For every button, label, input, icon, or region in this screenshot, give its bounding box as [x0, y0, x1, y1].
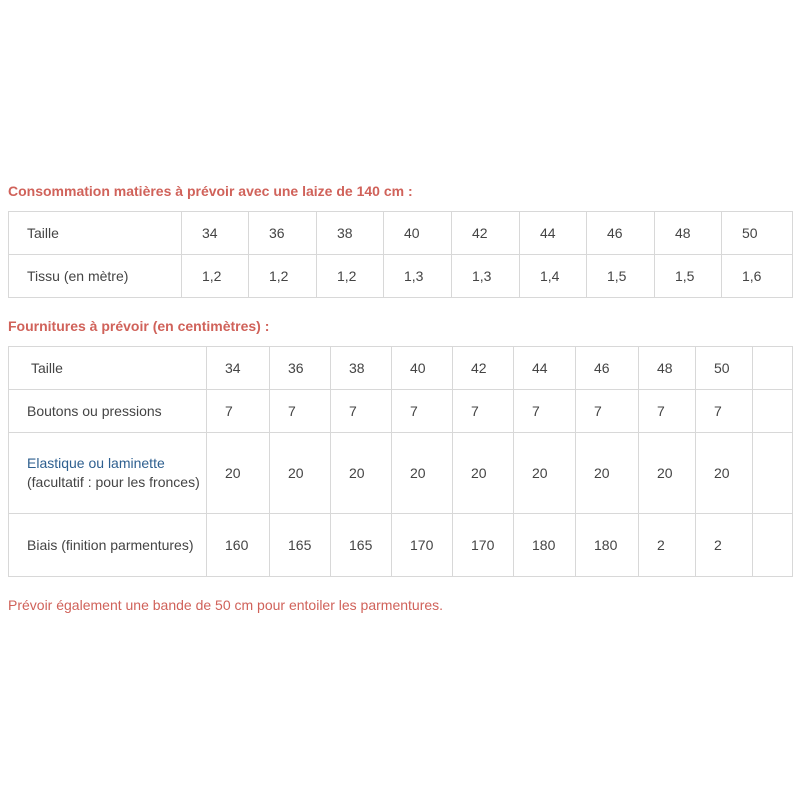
value-cell: 1,6 — [722, 255, 793, 298]
value-cell: 20 — [514, 433, 576, 514]
value-cell: 1,5 — [655, 255, 722, 298]
value-cell: 1,4 — [520, 255, 587, 298]
size-cell: 34 — [207, 347, 270, 390]
value-cell: 7 — [392, 390, 453, 433]
row-label-line: Elastique ou laminette — [27, 455, 165, 471]
size-cell: 36 — [249, 212, 317, 255]
value-cell: 1,2 — [317, 255, 384, 298]
empty-cell — [753, 433, 793, 514]
size-cell: 36 — [270, 347, 331, 390]
interfacing-note: Prévoir également une bande de 50 cm pour entoiler les parmentures. — [8, 597, 444, 613]
empty-cell — [753, 390, 793, 433]
value-cell: 1,2 — [249, 255, 317, 298]
table-row — [9, 255, 793, 298]
size-cell: 42 — [453, 347, 514, 390]
value-cell: 7 — [270, 390, 331, 433]
value-cell: 1,3 — [452, 255, 520, 298]
supplies-heading: Fournitures à prévoir (en centimètres) : — [8, 318, 270, 334]
table-row — [9, 212, 793, 255]
size-header-label: Taille — [9, 212, 182, 255]
value-cell: 7 — [576, 390, 639, 433]
value-cell: 20 — [392, 433, 453, 514]
value-cell: 20 — [331, 433, 392, 514]
value-cell: 170 — [392, 514, 453, 577]
row-label: Boutons ou pressions — [9, 390, 207, 433]
size-cell: 38 — [331, 347, 392, 390]
size-cell: 50 — [722, 212, 793, 255]
value-cell: 7 — [207, 390, 270, 433]
value-cell: 7 — [453, 390, 514, 433]
fabric-consumption-table — [8, 211, 793, 298]
value-cell: 180 — [576, 514, 639, 577]
value-cell: 180 — [514, 514, 576, 577]
value-cell: 20 — [576, 433, 639, 514]
value-cell: 7 — [696, 390, 753, 433]
value-cell: 20 — [639, 433, 696, 514]
value-cell: 1,3 — [384, 255, 452, 298]
table-row — [9, 347, 793, 390]
empty-cell — [753, 347, 793, 390]
row-label-rest: (facultatif : pour les fronces) — [27, 474, 200, 490]
value-cell: 7 — [331, 390, 392, 433]
size-cell: 48 — [639, 347, 696, 390]
table-row — [9, 514, 793, 577]
size-cell: 44 — [514, 347, 576, 390]
size-cell: 48 — [655, 212, 722, 255]
size-cell: 40 — [384, 212, 452, 255]
value-cell: 2 — [696, 514, 753, 577]
size-cell: 46 — [587, 212, 655, 255]
value-cell: 7 — [514, 390, 576, 433]
row-label: Biais (finition parmentures) — [9, 514, 207, 577]
size-cell: 40 — [392, 347, 453, 390]
consumption-heading: Consommation matières à prévoir avec une laize de 140 cm : — [8, 183, 413, 199]
value-cell: 165 — [270, 514, 331, 577]
size-cell: 50 — [696, 347, 753, 390]
size-cell: 34 — [182, 212, 249, 255]
row-label — [9, 433, 207, 514]
size-cell: 46 — [576, 347, 639, 390]
value-cell: 2 — [639, 514, 696, 577]
value-cell: 20 — [696, 433, 753, 514]
value-cell: 1,5 — [587, 255, 655, 298]
size-cell: 42 — [452, 212, 520, 255]
size-header-label: Taille — [9, 347, 207, 390]
value-cell: 7 — [639, 390, 696, 433]
value-cell: 165 — [331, 514, 392, 577]
row-label: Tissu (en mètre) — [9, 255, 182, 298]
value-cell: 160 — [207, 514, 270, 577]
size-cell: 44 — [520, 212, 587, 255]
size-cell: 38 — [317, 212, 384, 255]
value-cell: 20 — [207, 433, 270, 514]
empty-cell — [753, 514, 793, 577]
supplies-table — [8, 346, 793, 577]
value-cell: 1,2 — [182, 255, 249, 298]
table-row — [9, 433, 793, 514]
table-row — [9, 390, 793, 433]
value-cell: 20 — [453, 433, 514, 514]
value-cell: 170 — [453, 514, 514, 577]
value-cell: 20 — [270, 433, 331, 514]
